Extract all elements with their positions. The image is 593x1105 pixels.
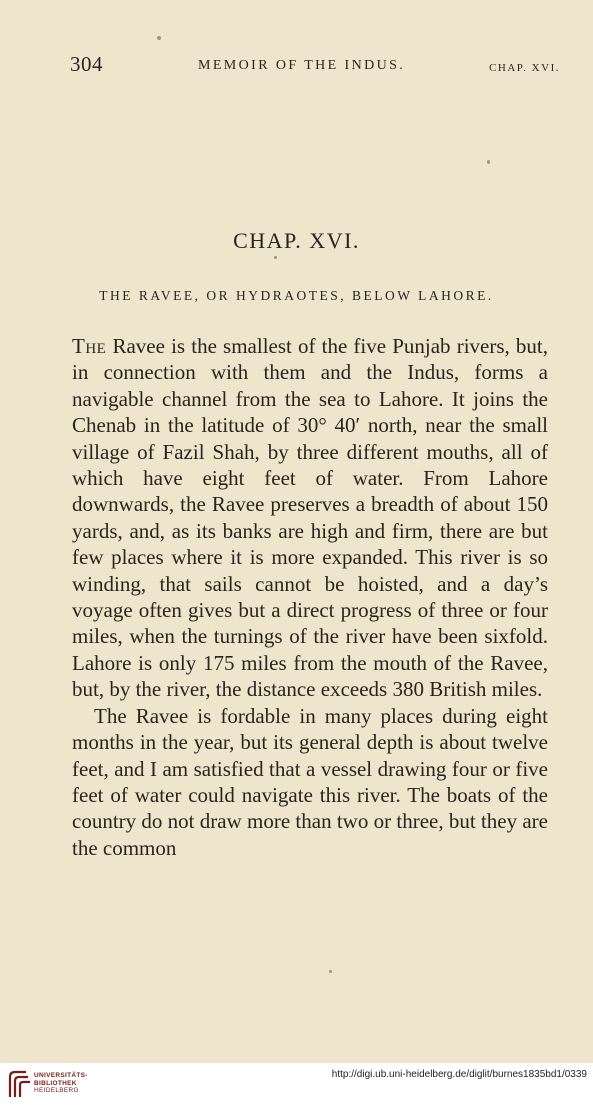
chapter-heading: CHAP. XVI. [233, 228, 360, 253]
page-header [70, 52, 560, 82]
footer-bar [0, 1063, 593, 1105]
paragraph-1-first-word: The [72, 334, 107, 358]
logo-line-3: HEIDELBERG [34, 1087, 79, 1094]
ink-speck [157, 36, 161, 40]
paragraph-1 [72, 333, 548, 703]
logo-line-1: UNIVERSITÄTS- [34, 1072, 88, 1079]
running-chapter: CHAP. XVI. [489, 62, 560, 74]
running-title: MEMOIR OF THE INDUS. [198, 58, 406, 73]
library-logo-icon [6, 1069, 32, 1099]
page-number: 304 [70, 52, 103, 76]
ink-speck [274, 256, 277, 259]
body-text [72, 333, 548, 861]
source-url-link[interactable]: http://digi.ub.uni-heidelberg.de/diglit/burnes1835bd1/0339 [331, 1069, 587, 1080]
chapter-subtitle: THE RAVEE, OR HYDRAOTES, BELOW LAHORE. [99, 288, 494, 303]
library-logo-text [34, 1072, 88, 1095]
ink-speck [329, 970, 332, 973]
logo-line-2: BIBLIOTHEK [34, 1079, 77, 1087]
ink-speck [487, 160, 490, 164]
paragraph-1-text: Ravee is the smallest of the five Punjab rivers, but, in connection with them and the Indus, forms a navigable channel from the sea to Lahore. It joins the Chenab in the latitude of 30° 40′ north, near the small village of Fazil Shah, by three different mouths, all of which have eight feet of water. From Lahore downwards, the Ravee preserves a breadth of about 150 yards, and, as its banks are high and firm, there are but few places where it is more expanded. This river is so winding, that sails cannot be hoisted, and a day’s voyage often gives but a direct progress of three or four miles, when the turnings of the river have been sixfold. Lahore is only 175 miles from the mouth of the Ravee, but, by the river, the distance exceeds 380 British miles. [72, 334, 548, 702]
paragraph-2: The Ravee is fordable in many places during eight months in the year, but its general depth is about twelve feet, and I am satisfied that a vessel drawing four or five feet of water could navigate this river. The boats of the country do not draw more than two or three, but they are the common [72, 703, 548, 860]
